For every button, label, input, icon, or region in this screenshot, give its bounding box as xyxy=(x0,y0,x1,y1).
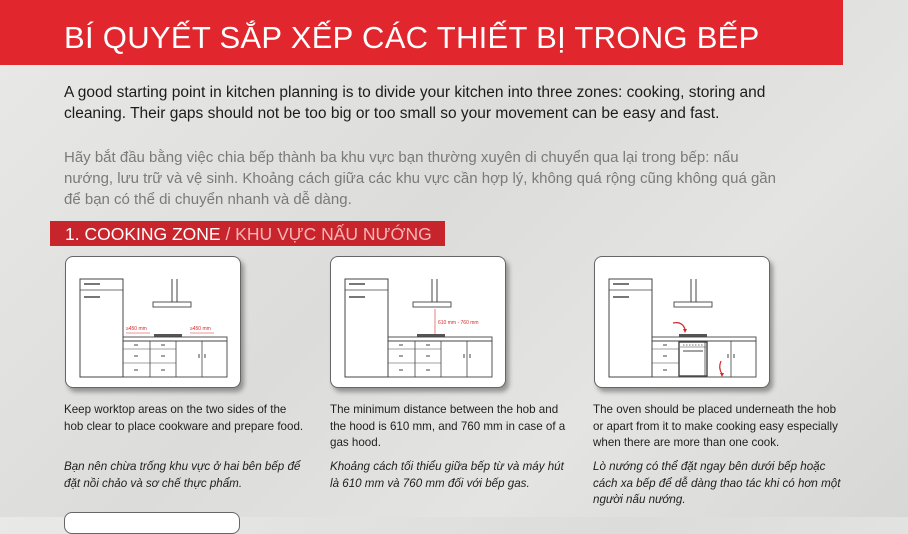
caption-en-worktop: Keep worktop areas on the two sides of the hob clear to place cookware and prepare food. xyxy=(64,403,304,433)
intro-english: A good starting point in kitchen planning is to divide your kitchen into three zones: cooking, storing and cleaning. Their gaps should not be too big or too small so your movement can be easy and fast. xyxy=(64,84,766,122)
illustration-card-worktop xyxy=(65,256,241,388)
section-heading-cooking-zone xyxy=(50,221,445,246)
section-title xyxy=(65,224,432,245)
caption-vi-oven: Lò nướng có thể đặt ngay bên dưới bếp hoặc cách xa bếp để dễ dàng thao tác khi có hơn một người nấu nướng. xyxy=(593,460,841,506)
caption-en-hood: The minimum distance between the hob and the hood is 610 mm, and 760 mm in case of a gas hood. xyxy=(330,403,566,449)
kitchen-hood-illustration xyxy=(331,257,505,387)
caption-vi-hood: Khoảng cách tối thiểu giữa bếp từ và máy hút là 610 mm và 760 mm đối với bếp gas. xyxy=(330,460,564,490)
page-title: BÍ QUYẾT SẮP XẾP CÁC THIẾT BỊ TRONG BẾP xyxy=(64,20,760,55)
measure-label: 610 mm - 760 mm xyxy=(438,320,479,326)
measure-right-label: ≥450 mm xyxy=(190,326,211,332)
kitchen-worktop-illustration xyxy=(66,257,240,387)
caption-en-oven: The oven should be placed underneath the hob or apart from it to make cooking easy especially when there are more than one cook. xyxy=(593,403,838,449)
kitchen-oven-illustration xyxy=(595,257,769,387)
illustration-card-oven xyxy=(594,256,770,388)
section-title-en: 1. COOKING ZONE xyxy=(65,224,221,244)
section-title-vi: KHU VỰC NẤU NƯỚNG xyxy=(235,224,432,244)
header-banner xyxy=(0,0,843,65)
section-separator: / xyxy=(220,224,236,244)
next-illustration-card-edge xyxy=(64,512,240,534)
intro-vietnamese: Hãy bắt đầu bằng việc chia bếp thành ba khu vực bạn thường xuyên di chuyển qua lại trong bếp: nấu nướng, lưu trữ và vệ sinh. Khoảng cách giữa các khu vực cần hợp lý, không quá rộng cũng không quá gần để bạn có thể di chuyển nhanh và dễ dàng. xyxy=(64,149,776,208)
measure-left-label: ≥450 mm xyxy=(126,326,147,332)
caption-vi-worktop: Bạn nên chừa trống khu vực ở hai bên bếp để đặt nồi chảo và sơ chế thực phẩm. xyxy=(64,460,301,490)
illustration-card-hood xyxy=(330,256,506,388)
